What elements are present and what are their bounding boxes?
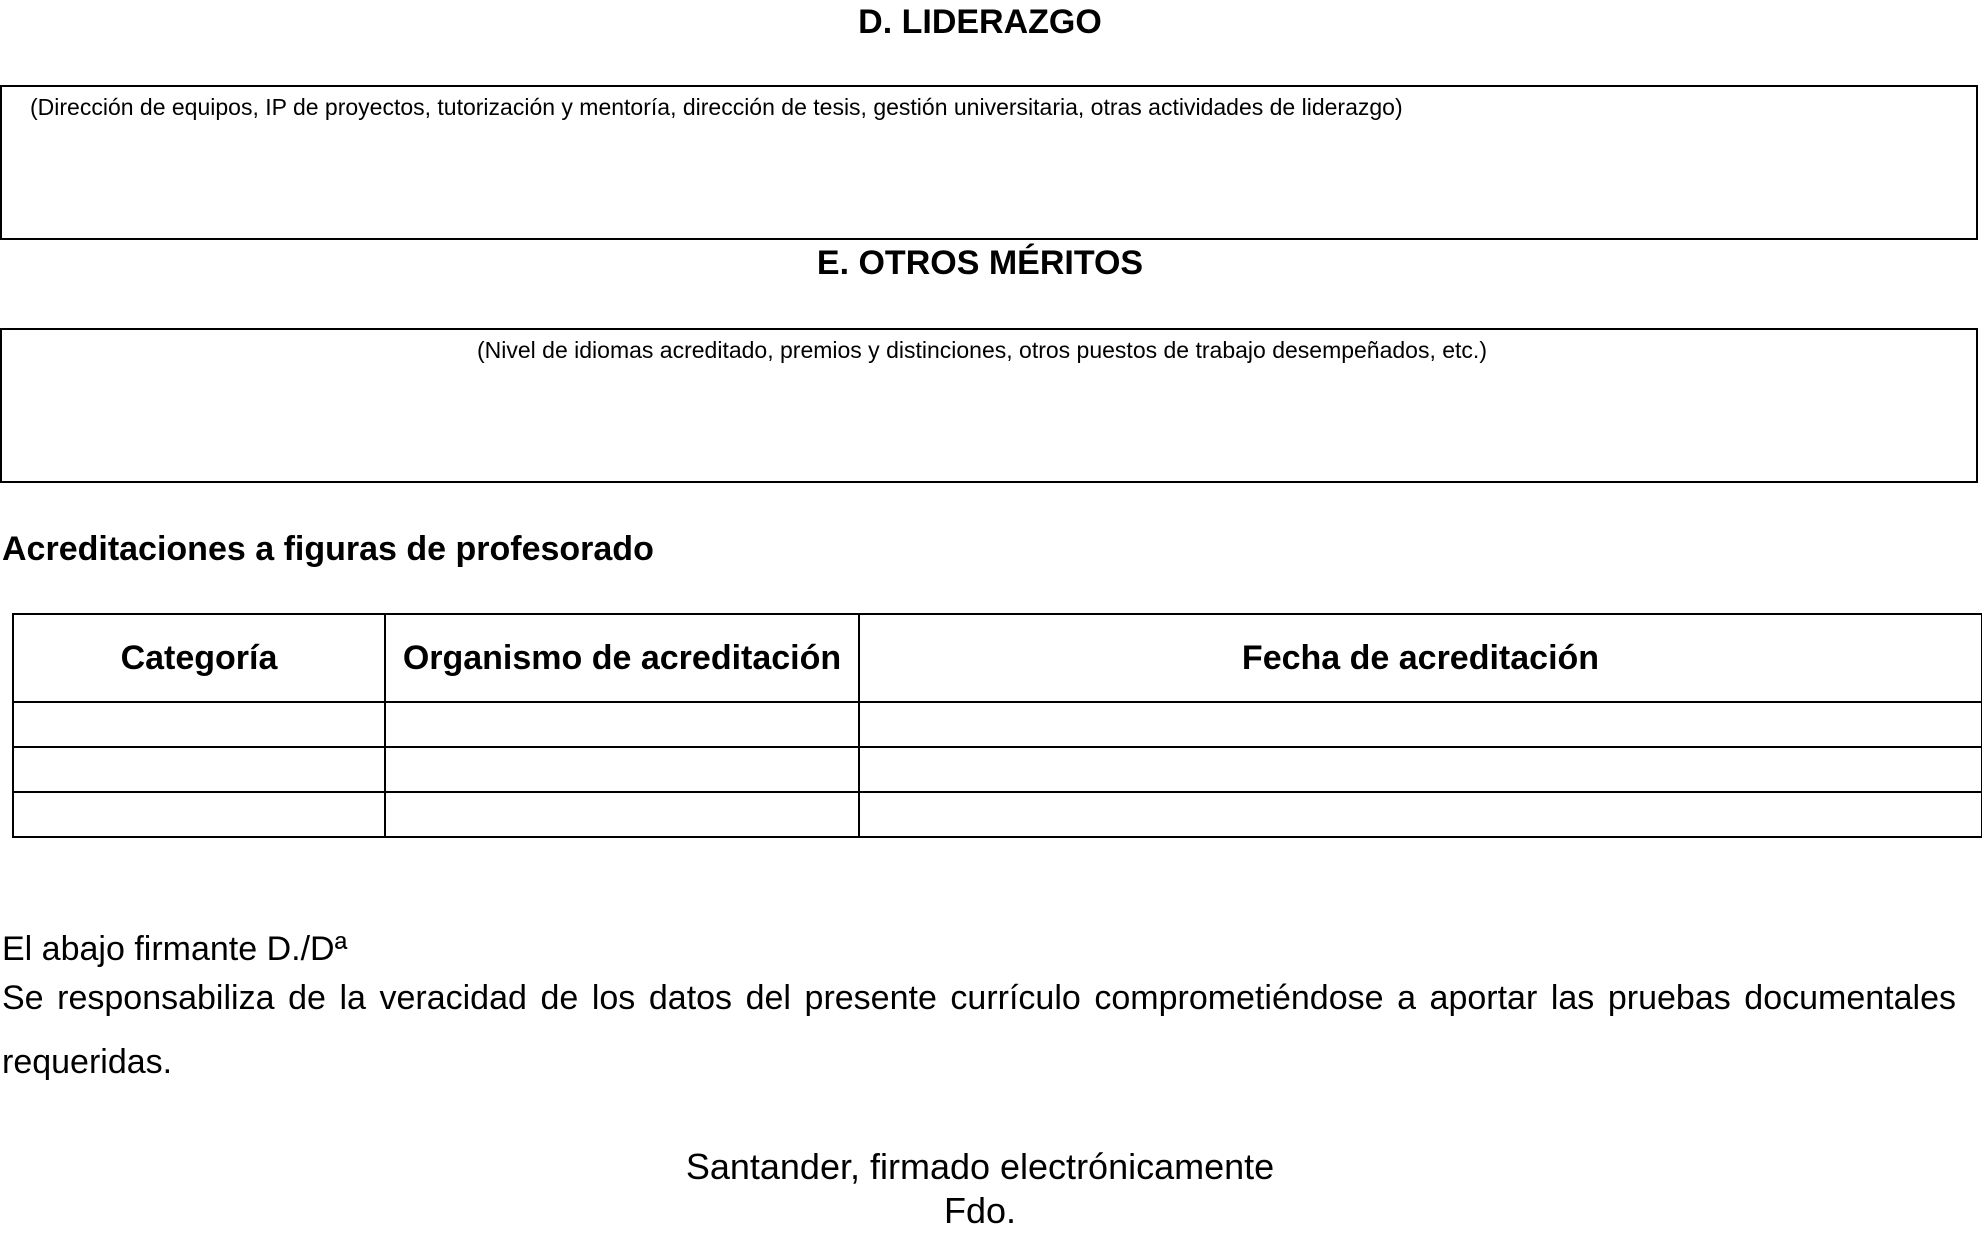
- cell-accreditation-date[interactable]: [859, 747, 1982, 792]
- column-header-accreditation-date: Fecha de acreditación: [859, 614, 1982, 702]
- signer-line: El abajo firmante D./Dª: [2, 930, 348, 968]
- cell-category[interactable]: [13, 792, 385, 837]
- column-header-category: Categoría: [13, 614, 385, 702]
- cell-accrediting-body[interactable]: [385, 702, 859, 747]
- signature-place-line: Santander, firmado electrónicamente: [685, 1146, 1275, 1187]
- leadership-input-box[interactable]: [0, 85, 1978, 240]
- table-row: [13, 747, 1982, 792]
- cell-category[interactable]: [13, 747, 385, 792]
- other-merits-input-box[interactable]: [0, 328, 1978, 483]
- declaration-statement: Se responsabiliza de la veracidad de los datos del presente currículo comprometiéndose a aportar las pruebas documentales requeridas.: [2, 979, 1956, 1081]
- leadership-hint: (Dirección de equipos, IP de proyectos, tutorización y mentoría, dirección de tesis, gestión universitaria, otras actividades de liderazgo): [30, 94, 1403, 120]
- table-row: [13, 792, 1982, 837]
- cell-accrediting-body[interactable]: [385, 792, 859, 837]
- cell-accreditation-date[interactable]: [859, 702, 1982, 747]
- column-header-accrediting-body: Organismo de acreditación: [385, 614, 859, 702]
- cell-accrediting-body[interactable]: [385, 747, 859, 792]
- other-merits-hint: (Nivel de idiomas acreditado, premios y distinciones, otros puestos de trabajo desempeñados, etc.): [477, 337, 1487, 363]
- table-row: [13, 702, 1982, 747]
- accreditations-heading: Acreditaciones a figuras de profesorado: [2, 530, 654, 568]
- section-title-leadership: D. LIDERAZGO: [858, 3, 1102, 41]
- section-title-other-merits: E. OTROS MÉRITOS: [816, 244, 1144, 282]
- cell-category[interactable]: [13, 702, 385, 747]
- table-header-row: [13, 614, 1982, 702]
- cell-accreditation-date[interactable]: [859, 792, 1982, 837]
- signature-fdo: Fdo.: [943, 1190, 1017, 1231]
- accreditations-table: [12, 613, 1982, 838]
